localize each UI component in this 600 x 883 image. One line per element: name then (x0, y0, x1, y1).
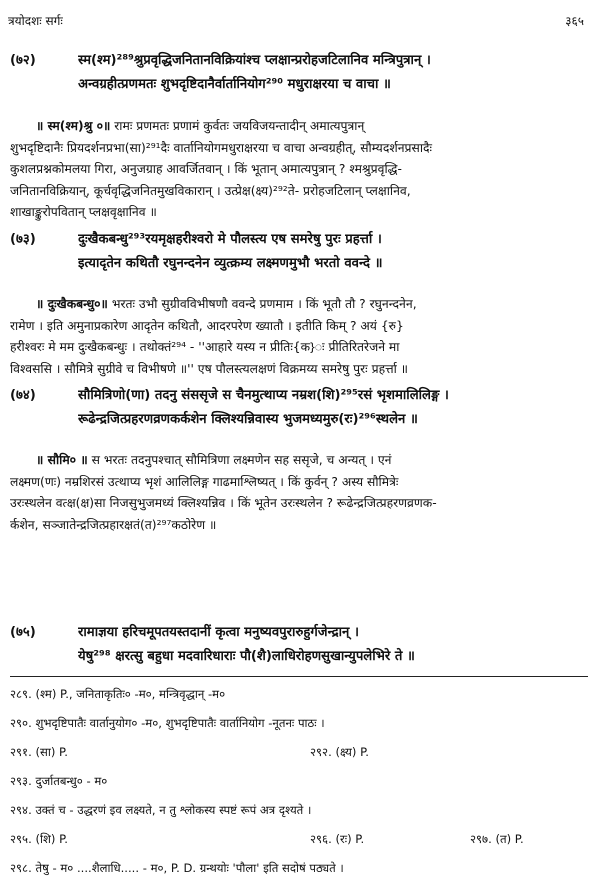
verse-number: (७५) (10, 625, 36, 640)
verse-number: (७४) (10, 388, 36, 403)
verse-74 (10, 382, 588, 430)
verse-text: इत्यादृतेन कथितौ रघुनन्दनेन व्युत्क्रम्य लक्ष्मणमुभौ भरतो ववन्दे ॥ (78, 256, 383, 271)
verse-text: अन्वग्रहीत्प्रणमतः शुभदृष्टिदानैर्वार्तानियोग²⁹⁰ मधुराक्षरया च वाचा ॥ (78, 77, 391, 92)
verse-text: सौमित्रिणो(णा) तदनु संससृजे स चैनमुत्थाप्य नम्रश(शि)²⁹⁵रसं भृशमालिलिङ्ग । (78, 388, 449, 403)
footnote: २९३. दुर्जातबन्धु० - म० (10, 774, 108, 788)
verse-line (10, 250, 588, 274)
commentary-line: लक्ष्मण(णः) नम्रशिरसं उत्थाप्य भृशं आलिलिङ्ग गाढमाश्लिष्यत् । किं कुर्वन् ? अस्य सौमित्रेः (10, 474, 399, 489)
verse-number: (७२) (10, 53, 36, 68)
commentary-line: जनितानविक्रियान्, कूर्चवृद्धिजनितमुखविकारान् । उत्प्रेक्ष(क्ष्य)²⁹²ते- प्ररोहजटिलान् प्लक्षानिव, (10, 183, 411, 198)
running-header-left: त्रयोदशः सर्गः (8, 14, 63, 28)
verse-line (10, 47, 588, 71)
page-number: ३६५ (565, 14, 584, 28)
footnote-row (10, 825, 588, 854)
verse-line (10, 71, 588, 95)
verse-text: येषु²⁹⁸ क्षरत्सु बहुधा मदवारिधाराः पौ(शै)लाधिरोहणसुखान्युपलेभिरे ते ॥ (78, 649, 415, 664)
commentary-keyword: ॥ सौमि० ॥ (36, 453, 88, 467)
commentary-line: ॥ सौमि० ॥ स भरतः तदनुपश्चात् सौमित्रिणा लक्ष्मणेन सह ससृजे, च अन्यत् । एनं (36, 453, 392, 467)
verse-text: रामाज्ञया हरिचमूपतयस्तदानीं कृत्वा मनुष्यवपुरारुहुर्गजेन्द्रान् । (78, 625, 359, 640)
verse-text: दुःखैकबन्धु²⁹³रयमृक्षहरीश्वरो मे पौलस्त्य एष समरेषु पुरः प्रहर्त्ता । (78, 232, 382, 247)
commentary-line: शाखाङ्कुरोपवितान् प्लक्षवृक्षानिव ॥ (10, 205, 157, 219)
commentary-line: रामेण । इति अमुनाप्रकारेण आदृतेन कथितौ, आदरपरेण ख्यातौ । इतीति किम् ? अयं {रु} (10, 318, 404, 333)
footnote: २९४. उक्तं च - उद्धरणं इव लक्ष्यते, न तु श्लोकस्य स्पष्टं रूपं अत्र दृश्यते । (10, 803, 312, 817)
commentary-line: शुभदृष्टिदानैः प्रियदर्शनप्रभा(सा)²⁹¹दैः वार्तानियोगमधुराक्षरया च वाचा अन्वग्रहीत्, सौम्यदर्शनप्रसादैः (10, 140, 433, 155)
verse-text: स्म(श्म)²⁸⁹श्रुप्रवृद्धिजनितानविक्रियांश्च प्लक्षान्प्ररोहजटिलानिव मन्त्रिपुत्रान् । (78, 53, 431, 68)
footnote-row (10, 738, 588, 767)
footnote-row (10, 767, 588, 796)
commentary-line: उरःस्थलेन वत्क्ष(क्ष)सा निजसुभुजमध्यं क्लिश्यन्निव । किं भूतेन उरःस्थलेन ? रूढेन्द्रजित्प्रहरणव्रणक- (10, 496, 437, 510)
commentary-keyword: ॥ दुःखैकबन्धु०॥ (36, 297, 108, 311)
commentary-line: ॥ दुःखैकबन्धु०॥ भरतः उभौ सुग्रीवविभीषणौ ववन्दे प्रणमाम । किं भूतौ तौ ? रघुनन्दनेन, (36, 297, 417, 311)
verse-text: रूढेन्द्रजित्प्रहरणव्रणकर्कशेन क्लिश्यन्निवास्य भुजमध्यमुरु(रः)²⁹⁶स्थलेन ॥ (78, 412, 418, 427)
verse-75 (10, 619, 588, 667)
commentary-line: ॥ स्म(श्म)श्रु ०॥ रामः प्रणमतः प्रणामं कुर्वतः जयविजयन्तादीन् अमात्यपुत्रान् (36, 119, 365, 133)
commentary-73 (10, 294, 586, 380)
verse-line (10, 643, 588, 667)
commentary-line: र्कशेन, सञ्जातेन्द्रजित्प्रहारक्षतं(त)²⁹⁷कठोरेण ॥ (10, 517, 217, 532)
verse-line (10, 382, 588, 406)
commentary-line: हरीश्वरः मे मम दुःखैकबन्धुः । तथोक्तं²⁹⁴ - ''आहारे यस्य न प्रीतिः{क}ः प्रीतिरितरेजने मा (10, 340, 400, 354)
verse-number: (७३) (10, 232, 36, 247)
footnote: २९१. (सा) P. (10, 745, 68, 759)
verse-73 (10, 226, 588, 274)
footnote-divider (10, 676, 588, 677)
footnote: २९८. तेषु - म० ....शैलाधि..... - म०, P. D. ग्रन्थयोः 'पौला' इति सदोषं पठ्यते । (10, 861, 344, 875)
footnote: २९७. (त) P. (470, 832, 524, 846)
footnotes (10, 680, 588, 883)
commentary-72 (10, 116, 586, 224)
commentary-keyword: ॥ स्म(श्म)श्रु ०॥ (36, 119, 111, 133)
verse-line (10, 406, 588, 430)
footnote-row (10, 796, 588, 825)
verse-72 (10, 47, 588, 95)
footnote: २९५. (शि) P. (10, 832, 68, 846)
commentary-74 (10, 450, 586, 536)
footnote-row (10, 680, 588, 709)
footnote: २८९. (श्म) P., जनिताकृतिः० -म०, मन्त्रिवृद्धान् -म० (10, 687, 226, 701)
verse-line (10, 619, 588, 643)
footnote: २९०. शुभदृष्टिपातैः वार्तानुयोग० -म०, शुभदृष्टिपातैः वार्तानियोग -नूतनः पाठः । (10, 716, 325, 730)
footnote: २९२. (क्ष्य) P. (310, 745, 369, 759)
footnote: २९६. (रः) P. (310, 832, 365, 846)
commentary-line: कुशलप्रश्नकोमलया गिरा, अनुजग्राह आवर्जितवान् । किं भूतान् अमात्यपुत्रान् ? श्मश्रुप्रवृद्धि- (10, 162, 402, 176)
verse-line (10, 226, 588, 250)
commentary-line: विश्वससि । सौमित्रे सुग्रीवे च विभीषणे ॥'' एष पौलस्त्यलक्षणं विक्रमय्य समरेषु पुरः प्रहर्त्ता ॥ (10, 361, 409, 376)
footnote-row (10, 709, 588, 738)
